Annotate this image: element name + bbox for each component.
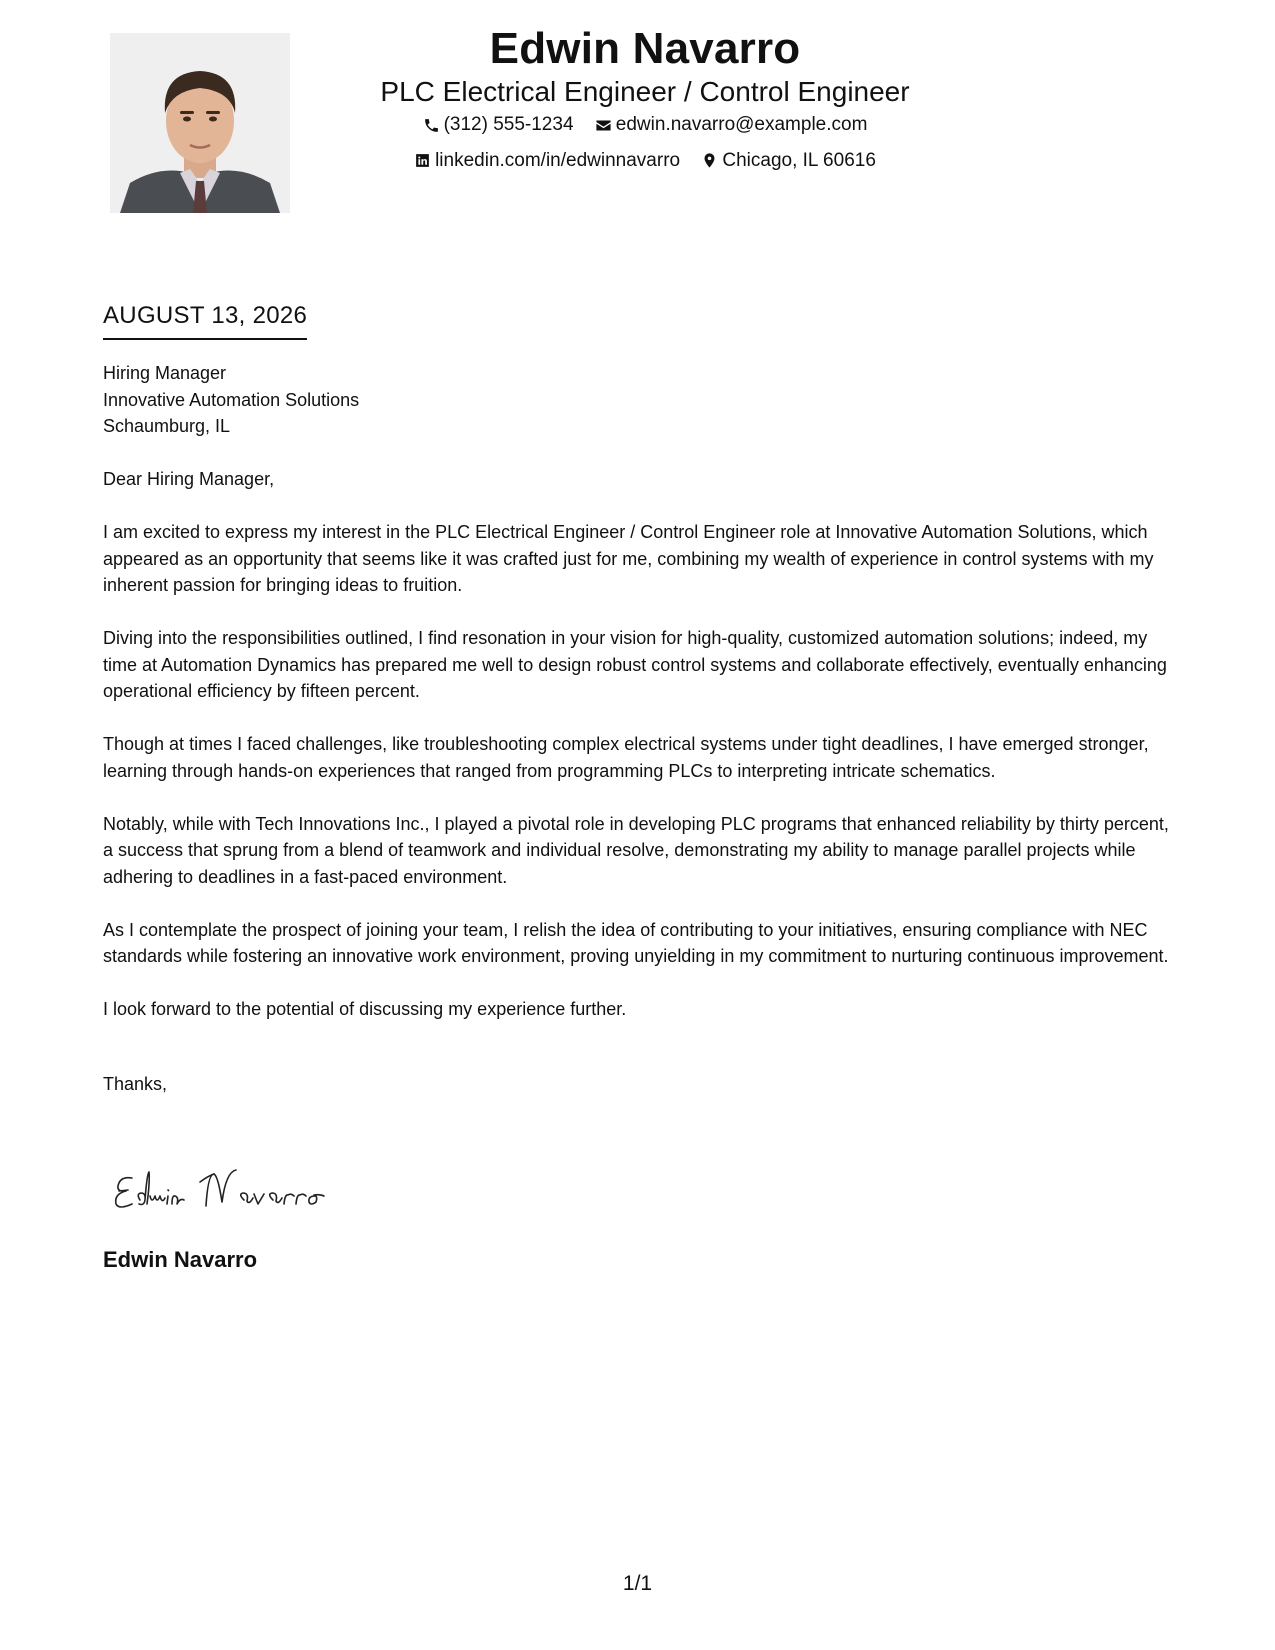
contact-row-2 <box>300 145 990 181</box>
phone-icon <box>423 117 440 134</box>
job-title: PLC Electrical Engineer / Control Engineer <box>380 76 910 107</box>
phone-number: (312) 555-1234 <box>443 114 574 135</box>
recipient-line: Innovative Automation Solutions <box>103 389 360 410</box>
body-paragraph: Diving into the responsibilities outlined, I find resonation in your vision for high-quality, customized automation solutions; indeed, my time at Automation Dynamics has prepared me well to design robust control systems and collaborate effectively, eventually enhancing operational efficiency by fifteen percent. <box>103 628 1167 701</box>
location-contact <box>701 145 876 177</box>
portrait-image <box>110 33 290 213</box>
body-paragraph: Though at times I faced challenges, like troubleshooting complex electrical systems under tight deadlines, I have emerged stronger, learning through hands-on experiences that ranged from programming PLCs to interpreting intricate schematics. <box>103 734 1149 781</box>
contact-row-1 <box>300 109 990 145</box>
phone-contact <box>423 109 574 141</box>
profile-photo <box>110 33 290 213</box>
map-pin-icon <box>701 152 718 169</box>
letter-body <box>103 466 1173 1124</box>
recipient-block <box>103 360 359 440</box>
page-number: 1/1 <box>622 1572 653 1595</box>
body-paragraph: I look forward to the potential of discussing my experience further. <box>103 999 627 1019</box>
location-text: Chicago, IL 60616 <box>722 149 876 171</box>
body-paragraph: As I contemplate the prospect of joining your team, I relish the idea of contributing to your initiatives, ensuring compliance with NEC standards while fostering an innovative work environment, proving unyielding in my commitment to nurturing continuous improvement. <box>103 919 1169 966</box>
body-paragraph: I am excited to express my interest in the PLC Electrical Engineer / Control Engineer role at Innovative Automation Solutions, which appeared as an opportunity that seems like it was crafted just for me, combining my wealth of experience in control systems with my inherent passion for bringing ideas to fruition. <box>103 522 1154 595</box>
applicant-name: Edwin Navarro <box>489 24 801 73</box>
envelope-icon <box>595 117 612 134</box>
email-contact <box>595 109 868 141</box>
body-paragraph: Notably, while with Tech Innovations Inc., I played a pivotal role in developing PLC programs that enhanced reliability by thirty percent, a success that sprung from a blend of teamwork and individual resolve, demonstrating my ability to manage parallel projects while adhering to deadlines in a fast-paced environment. <box>103 813 1169 887</box>
linkedin-url: linkedin.com/in/edwinnavarro <box>435 149 681 171</box>
signer-name: Edwin Navarro <box>103 1247 258 1272</box>
handwritten-signature <box>110 1160 370 1220</box>
linkedin-icon <box>414 152 431 169</box>
resume-header <box>300 22 990 180</box>
salutation: Dear Hiring Manager, <box>103 469 275 489</box>
linkedin-contact <box>414 145 680 177</box>
recipient-line: Schaumburg, IL <box>103 416 231 436</box>
email-address: edwin.navarro@example.com <box>615 114 868 135</box>
letter-date: AUGUST 13, 2026 <box>103 300 307 340</box>
closing: Thanks, <box>103 1073 168 1094</box>
signature-image <box>110 1160 370 1220</box>
recipient-line: Hiring Manager <box>103 363 227 383</box>
